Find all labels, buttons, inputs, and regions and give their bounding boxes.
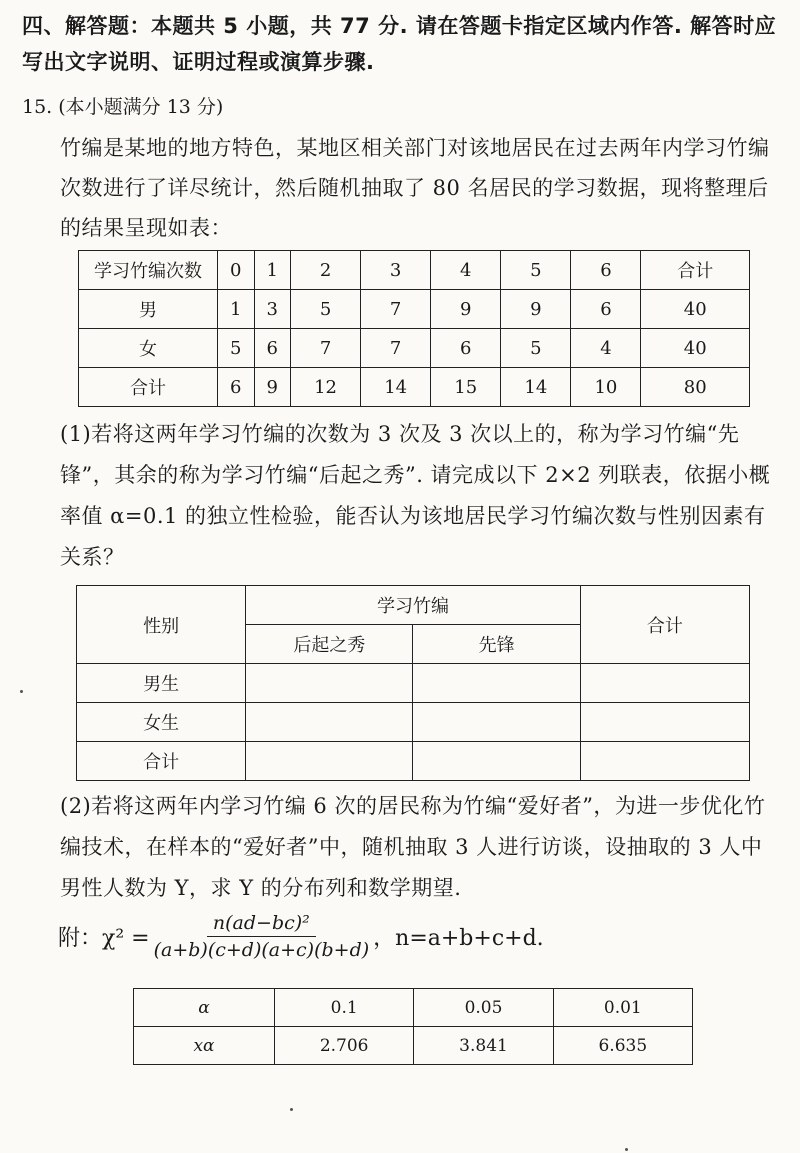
- table-row: [77, 703, 750, 742]
- table-row: [79, 368, 750, 407]
- part-1-label: (1): [60, 422, 92, 446]
- table-cell: 9: [254, 368, 291, 407]
- part-2-text: 若将这两年内学习竹编 6 次的居民称为竹编“爱好者”，为进一步优化竹编技术，在样本的“爱好者”中，随机抽取 3 人进行访谈，设抽取的 3 人中男性人数为 Y，求 Y 的分布列和数学期望.: [60, 794, 766, 900]
- table-cell: 9: [431, 290, 501, 329]
- critical-value-table: [133, 988, 693, 1065]
- table-cell: 14: [361, 368, 431, 407]
- section-heading: 四、解答题：本题共 5 小题，共 77 分. 请在答题卡指定区域内作答. 解答时应写出文字说明、证明过程或演算步骤.: [22, 14, 777, 74]
- study-header: 学习竹编: [246, 586, 580, 625]
- table-cell: 2.706: [275, 1027, 414, 1065]
- blank-cell: [413, 664, 580, 703]
- table-cell: 7: [291, 329, 361, 368]
- table-cell: 0: [218, 251, 255, 290]
- formula-prefix: 附：χ² =: [58, 926, 150, 951]
- table-cell: 10: [571, 368, 641, 407]
- table-cell: 40: [641, 290, 750, 329]
- table-cell: 6: [571, 290, 641, 329]
- table-cell: 4: [431, 251, 501, 290]
- table-cell: 5: [291, 290, 361, 329]
- chi-square-formula: [58, 912, 544, 961]
- table-cell: 4: [571, 329, 641, 368]
- table-cell: 3: [254, 290, 291, 329]
- part-1-question: [60, 414, 778, 578]
- table-cell: 2: [291, 251, 361, 290]
- table-row: [77, 586, 750, 625]
- scan-speck: [290, 1108, 293, 1111]
- blank-cell: [580, 742, 749, 781]
- formula-numerator: n(ad−bc)²: [207, 912, 316, 937]
- blank-cell: [580, 664, 749, 703]
- table-cell: 6: [571, 251, 641, 290]
- intro-paragraph: 竹编是某地的地方特色，某地区相关部门对该地居民在过去两年内学习竹编次数进行了详尽统计，然后随机抽取了 80 名居民的学习数据，现将整理后的结果呈现如表：: [60, 136, 770, 240]
- table-row: [79, 251, 750, 290]
- row-label: 女生: [77, 703, 246, 742]
- table-cell: 合计: [641, 251, 750, 290]
- table-cell: 9: [501, 290, 571, 329]
- row-label: 合计: [77, 742, 246, 781]
- row-label: 男生: [77, 664, 246, 703]
- table-cell: 6: [218, 368, 255, 407]
- table-cell: 学习竹编次数: [79, 251, 218, 290]
- table-cell: 3.841: [414, 1027, 553, 1065]
- frequency-table: [78, 250, 750, 407]
- blank-cell: [246, 664, 413, 703]
- table-cell: 7: [361, 329, 431, 368]
- scan-speck: [625, 1148, 628, 1151]
- table-cell: 5: [218, 329, 255, 368]
- blank-cell: [413, 742, 580, 781]
- table-row: [134, 989, 693, 1027]
- table-cell: 1: [254, 251, 291, 290]
- latecomer-header: 后起之秀: [246, 625, 413, 664]
- table-cell: 0.05: [414, 989, 553, 1027]
- table-cell: 80: [641, 368, 750, 407]
- blank-cell: [246, 742, 413, 781]
- table-row: [77, 742, 750, 781]
- formula-suffix: ，n=a+b+c+d.: [373, 926, 544, 951]
- table-cell: 6.635: [553, 1027, 692, 1065]
- blank-cell: [580, 703, 749, 742]
- blank-cell: [246, 703, 413, 742]
- blank-cell: [413, 703, 580, 742]
- table-row: [134, 1027, 693, 1065]
- table-cell: 12: [291, 368, 361, 407]
- table-cell: 合计: [79, 368, 218, 407]
- formula-fraction: [154, 912, 370, 961]
- pioneer-header: 先锋: [413, 625, 580, 664]
- table-cell: 1: [218, 290, 255, 329]
- part-1-text: 若将这两年学习竹编的次数为 3 次及 3 次以上的，称为学习竹编“先锋”，其余的称为学习竹编“后起之秀”. 请完成以下 2×2 列联表，依据小概率值 α=0.1 的独立性检验，能否认为该地居民学习竹编次数与性别因素有关系？: [60, 422, 771, 569]
- gender-header: 性别: [77, 586, 246, 664]
- part-2-label: (2): [60, 794, 92, 818]
- table-cell: 男: [79, 290, 218, 329]
- table-cell: 5: [501, 329, 571, 368]
- table-row: [77, 664, 750, 703]
- scan-speck: [20, 690, 23, 693]
- table-cell: 0.1: [275, 989, 414, 1027]
- contingency-table: [76, 585, 750, 781]
- table-cell: xα: [134, 1027, 275, 1065]
- table-cell: 女: [79, 329, 218, 368]
- table-row: [79, 329, 750, 368]
- table-cell: α: [134, 989, 275, 1027]
- table-cell: 0.01: [553, 989, 692, 1027]
- question-number: 15. (本小题满分 13 分): [22, 96, 224, 118]
- formula-denominator: (a+b)(c+d)(a+c)(b+d): [153, 939, 370, 961]
- table-cell: 5: [501, 251, 571, 290]
- table-cell: 6: [431, 329, 501, 368]
- table-cell: 3: [361, 251, 431, 290]
- table-row: [79, 290, 750, 329]
- table-cell: 15: [431, 368, 501, 407]
- table-cell: 7: [361, 290, 431, 329]
- table-cell: 14: [501, 368, 571, 407]
- part-2-question: [60, 786, 778, 909]
- table-cell: 40: [641, 329, 750, 368]
- table-cell: 6: [254, 329, 291, 368]
- total-header: 合计: [580, 586, 749, 664]
